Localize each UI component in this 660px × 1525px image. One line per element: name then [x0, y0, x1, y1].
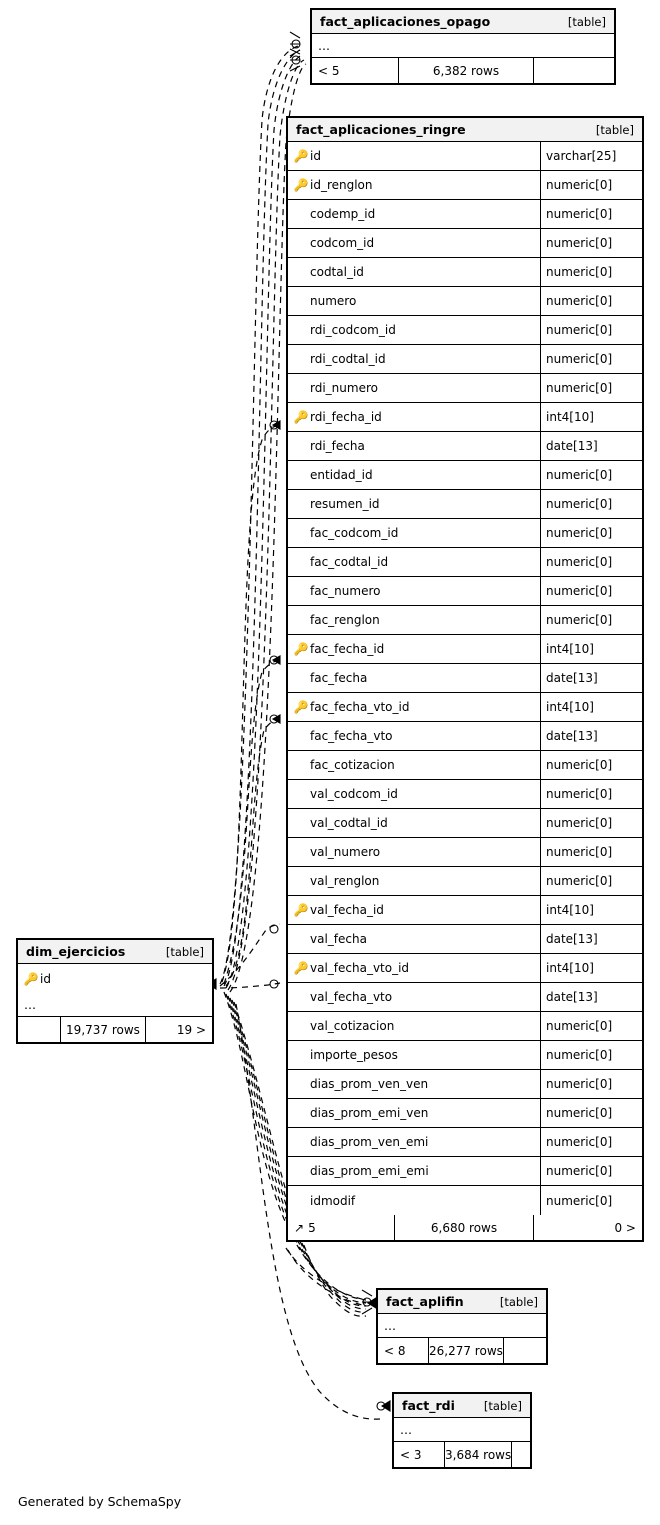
column-name-cell: [288, 809, 540, 837]
table-header: [394, 1394, 530, 1418]
table-title: fact_aplicaciones_ringre: [296, 122, 466, 137]
column-name: id: [40, 971, 51, 986]
column-type: numeric[0]: [540, 838, 642, 866]
column-row[interactable]: [288, 1099, 642, 1128]
row-count: 6,382 rows: [399, 58, 534, 83]
outgoing-relation-count: [504, 1338, 550, 1363]
column-name: idmodif: [310, 1193, 356, 1208]
table-type-tag: [table]: [483, 1398, 522, 1413]
primary-key-icon: 🔑: [293, 178, 309, 192]
column-type: numeric[0]: [540, 1012, 642, 1040]
column-name-cell: [288, 287, 540, 315]
column-name: val_renglon: [310, 874, 380, 888]
column-name: val_codcom_id: [310, 787, 398, 801]
column-row[interactable]: [288, 896, 642, 925]
column-name-cell: [288, 1186, 540, 1215]
column-name: fac_fecha: [310, 671, 368, 685]
column-type: numeric[0]: [540, 258, 642, 286]
column-row[interactable]: [288, 258, 642, 287]
column-name-cell: [288, 838, 540, 866]
column-list: [18, 964, 212, 993]
column-row[interactable]: [288, 490, 642, 519]
column-row[interactable]: [288, 461, 642, 490]
collapsed-columns-indicator[interactable]: …: [312, 34, 614, 58]
table-title: fact_rdi: [402, 1398, 455, 1413]
table-title: dim_ejercicios: [26, 944, 126, 959]
collapsed-columns-indicator[interactable]: …: [394, 1418, 530, 1442]
table-fact-aplicaciones-opago[interactable]: [310, 8, 616, 85]
column-row[interactable]: [288, 548, 642, 577]
column-type: numeric[0]: [540, 751, 642, 779]
column-type: numeric[0]: [540, 229, 642, 257]
table-type-tag: [table]: [165, 944, 204, 959]
column-type: numeric[0]: [540, 780, 642, 808]
column-name-cell: [288, 1128, 540, 1156]
table-footer: [288, 1215, 642, 1240]
column-name: fac_codtal_id: [310, 555, 389, 569]
incoming-relation-value: 5: [308, 1220, 316, 1235]
table-title: fact_aplifin: [386, 1294, 464, 1309]
row-count: 19,737 rows: [61, 1017, 146, 1042]
column-name: fac_fecha_vto_id: [310, 700, 410, 714]
column-name: val_fecha: [310, 932, 367, 946]
foreign-key-icon: 🔑: [293, 642, 309, 656]
column-type: int4[10]: [540, 635, 642, 663]
column-name-cell: [288, 693, 540, 721]
column-name-cell: [288, 548, 540, 576]
outgoing-relation-count: [534, 58, 614, 83]
column-name-cell: [288, 519, 540, 547]
outgoing-relation-count: [512, 1442, 558, 1467]
column-type: numeric[0]: [540, 461, 642, 489]
column-name-cell: [288, 983, 540, 1011]
column-name: dias_prom_ven_emi: [310, 1135, 429, 1149]
column-name: fac_renglon: [310, 613, 380, 627]
row-count: 6,680 rows: [395, 1215, 534, 1240]
column-type: int4[10]: [540, 896, 642, 924]
table-fact-rdi[interactable]: [392, 1392, 532, 1469]
column-type: numeric[0]: [540, 1186, 642, 1215]
table-title: fact_aplicaciones_opago: [320, 14, 491, 29]
column-type: numeric[0]: [540, 809, 642, 837]
column-name-cell: [288, 896, 540, 924]
column-type: numeric[0]: [540, 345, 642, 373]
column-type: numeric[0]: [540, 287, 642, 315]
column-type: numeric[0]: [540, 374, 642, 402]
incoming-relation-count: < 3: [394, 1442, 445, 1467]
column-name: fac_cotizacion: [310, 758, 395, 772]
column-name-cell: [288, 229, 540, 257]
column-name-cell: [288, 1099, 540, 1127]
column-row[interactable]: [288, 287, 642, 316]
collapsed-columns-indicator[interactable]: …: [18, 993, 212, 1017]
table-type-tag: [table]: [567, 14, 606, 29]
column-name: importe_pesos: [310, 1048, 398, 1062]
column-type: numeric[0]: [540, 316, 642, 344]
column-name-cell: [288, 954, 540, 982]
collapsed-columns-indicator[interactable]: …: [378, 1314, 546, 1338]
column-type: date[13]: [540, 432, 642, 460]
primary-key-icon: 🔑: [23, 971, 39, 986]
table-fact-aplifin[interactable]: [376, 1288, 548, 1365]
column-type: numeric[0]: [540, 577, 642, 605]
column-row[interactable]: [288, 403, 642, 432]
column-name-cell: [18, 964, 212, 993]
column-name: resumen_id: [310, 497, 380, 511]
column-row[interactable]: [288, 867, 642, 896]
incoming-relation-count: ↗ 5: [288, 1215, 395, 1240]
incoming-relation-count: < 8: [378, 1338, 429, 1363]
table-footer: [18, 1017, 212, 1042]
column-name: rdi_codtal_id: [310, 352, 386, 366]
column-row[interactable]: [288, 374, 642, 403]
column-row[interactable]: [288, 1128, 642, 1157]
column-type: date[13]: [540, 722, 642, 750]
column-name: fac_codcom_id: [310, 526, 399, 540]
column-name-cell: [288, 606, 540, 634]
column-row[interactable]: [288, 954, 642, 983]
column-name-cell: [288, 1070, 540, 1098]
table-footer: [394, 1442, 530, 1467]
column-row[interactable]: [288, 664, 642, 693]
foreign-key-icon: 🔑: [293, 700, 309, 714]
column-row[interactable]: [288, 1157, 642, 1186]
column-type: date[13]: [540, 983, 642, 1011]
column-row[interactable]: [288, 345, 642, 374]
column-row[interactable]: [288, 925, 642, 954]
column-name-cell: [288, 635, 540, 663]
column-name: fac_fecha_vto: [310, 729, 393, 743]
column-name: val_fecha_vto: [310, 990, 393, 1004]
column-name: rdi_numero: [310, 381, 378, 395]
column-row[interactable]: [288, 838, 642, 867]
column-row[interactable]: [288, 577, 642, 606]
column-row[interactable]: [288, 229, 642, 258]
table-footer: [378, 1338, 546, 1363]
column-name-cell: [288, 664, 540, 692]
table-type-tag: [table]: [595, 122, 634, 137]
column-name: codcom_id: [310, 236, 375, 250]
incoming-relation-count: < 5: [312, 58, 399, 83]
column-name: id: [310, 149, 321, 163]
column-name-cell: [288, 142, 540, 170]
column-name-cell: [288, 780, 540, 808]
column-name-cell: [288, 867, 540, 895]
incoming-relation-count: [18, 1017, 61, 1042]
column-name: codtal_id: [310, 265, 364, 279]
column-name-cell: [288, 1041, 540, 1069]
column-row[interactable]: [288, 171, 642, 200]
column-row[interactable]: [288, 1186, 642, 1215]
column-type: date[13]: [540, 925, 642, 953]
column-name-cell: [288, 751, 540, 779]
column-row[interactable]: [288, 606, 642, 635]
column-row[interactable]: [288, 983, 642, 1012]
column-name: fac_fecha_id: [310, 642, 385, 656]
column-name-cell: [288, 1012, 540, 1040]
primary-key-icon: 🔑: [293, 149, 309, 163]
column-name-cell: [288, 490, 540, 518]
column-name-cell: [288, 171, 540, 199]
column-name: entidad_id: [310, 468, 373, 482]
table-header: [312, 10, 614, 34]
column-type: int4[10]: [540, 954, 642, 982]
column-name: id_renglon: [310, 178, 373, 192]
column-type: numeric[0]: [540, 1070, 642, 1098]
column-name: val_fecha_vto_id: [310, 961, 410, 975]
column-name-cell: [288, 1157, 540, 1185]
column-type: numeric[0]: [540, 171, 642, 199]
column-name-cell: [288, 432, 540, 460]
column-row[interactable]: [288, 722, 642, 751]
column-type: numeric[0]: [540, 200, 642, 228]
column-name: rdi_fecha: [310, 439, 365, 453]
table-header: [378, 1290, 546, 1314]
column-name: dias_prom_emi_ven: [310, 1106, 429, 1120]
column-list: [288, 142, 642, 1215]
column-name-cell: [288, 200, 540, 228]
table-header: [288, 118, 642, 142]
column-name: rdi_fecha_id: [310, 410, 382, 424]
column-name: rdi_codcom_id: [310, 323, 396, 337]
column-type: varchar[25]: [540, 142, 642, 170]
column-name-cell: [288, 345, 540, 373]
column-name: val_codtal_id: [310, 816, 388, 830]
table-fact-aplicaciones-ringre[interactable]: [286, 116, 644, 1242]
column-type: numeric[0]: [540, 606, 642, 634]
column-row[interactable]: [288, 635, 642, 664]
column-type: numeric[0]: [540, 1099, 642, 1127]
column-name: codemp_id: [310, 207, 376, 221]
column-name: fac_numero: [310, 584, 381, 598]
column-type: numeric[0]: [540, 490, 642, 518]
column-type: int4[10]: [540, 403, 642, 431]
row-count: 26,277 rows: [429, 1338, 504, 1363]
column-type: numeric[0]: [540, 1157, 642, 1185]
column-row[interactable]: [288, 432, 642, 461]
column-name: dias_prom_ven_ven: [310, 1077, 429, 1091]
column-name-cell: [288, 577, 540, 605]
outgoing-relation-count: 19 >: [176, 1022, 206, 1037]
foreign-key-icon: 🔑: [293, 903, 309, 917]
foreign-key-icon: 🔑: [293, 961, 309, 975]
column-name: val_fecha_id: [310, 903, 384, 917]
column-name: val_cotizacion: [310, 1019, 395, 1033]
column-row[interactable]: [18, 964, 212, 993]
column-row[interactable]: [288, 316, 642, 345]
column-name-cell: [288, 258, 540, 286]
table-dim-ejercicios[interactable]: [16, 938, 214, 1044]
column-name: dias_prom_emi_emi: [310, 1164, 429, 1178]
column-row[interactable]: [288, 809, 642, 838]
column-row[interactable]: [288, 780, 642, 809]
row-count: 3,684 rows: [445, 1442, 512, 1467]
column-type: numeric[0]: [540, 1041, 642, 1069]
column-type: numeric[0]: [540, 867, 642, 895]
column-row[interactable]: [288, 693, 642, 722]
column-type: int4[10]: [540, 693, 642, 721]
column-row[interactable]: [288, 200, 642, 229]
column-name-cell: [288, 722, 540, 750]
column-type: numeric[0]: [540, 1128, 642, 1156]
generator-credit: Generated by SchemaSpy: [18, 1494, 182, 1509]
column-row[interactable]: [288, 1012, 642, 1041]
table-header: [18, 940, 212, 964]
column-name: val_numero: [310, 845, 381, 859]
table-footer: [312, 58, 614, 83]
column-row[interactable]: [288, 751, 642, 780]
column-name-cell: [288, 316, 540, 344]
column-row[interactable]: [288, 1041, 642, 1070]
column-name: numero: [310, 294, 357, 308]
column-type: numeric[0]: [540, 519, 642, 547]
column-name-cell: [288, 925, 540, 953]
column-name-cell: [288, 403, 540, 431]
column-row[interactable]: [288, 142, 642, 171]
outgoing-relation-count: 0 >: [614, 1220, 636, 1235]
column-type: numeric[0]: [540, 548, 642, 576]
table-type-tag: [table]: [499, 1294, 538, 1309]
column-name-cell: [288, 374, 540, 402]
column-row[interactable]: [288, 519, 642, 548]
column-name-cell: [288, 461, 540, 489]
foreign-key-icon: 🔑: [293, 410, 309, 424]
column-row[interactable]: [288, 1070, 642, 1099]
column-type: date[13]: [540, 664, 642, 692]
